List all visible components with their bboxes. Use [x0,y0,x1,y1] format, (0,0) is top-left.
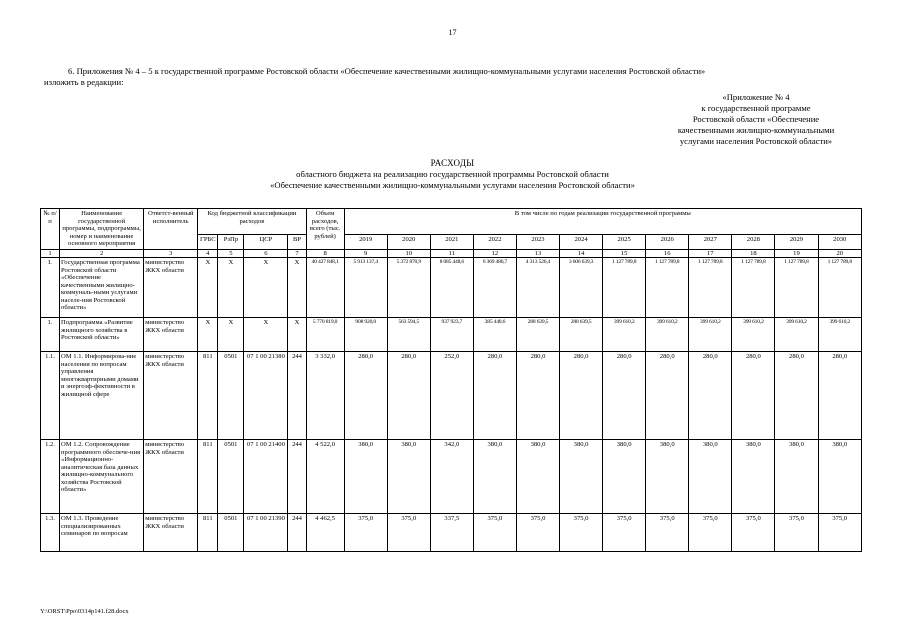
row-year-value-cell: 280,0 [603,352,646,440]
row-total-cell: 4 522,0 [306,440,344,514]
column-number-cell: 7 [288,249,306,258]
row-year-value-cell: 385 440,6 [473,318,516,352]
row-year-value-cell: 8 085 448,6 [430,258,473,318]
row-year-value-cell: 3 606 639,3 [560,258,603,318]
row-name-cell: Подпрограмма «Развитие жилищного хозяйства в Ростовской области» [60,318,144,352]
header-year: 2025 [603,234,646,249]
row-year-value-cell: 375,0 [344,514,387,552]
row-year-value-cell: 280,0 [646,352,689,440]
appendix-heading [651,92,861,147]
row-num-cell: I. [41,258,60,318]
column-number-cell: 4 [198,249,218,258]
row-name-cell: Государственная программа Ростовской области «Обеспечение качественными жилищно-коммуналь-ными услугами населе-ния Ростовской области» [60,258,144,318]
row-year-value-cell: 4 313 526,4 [516,258,559,318]
row-year-value-cell: 380,0 [560,440,603,514]
row-num-cell: 1.2. [41,440,60,514]
row-executor-cell: министерство ЖКХ области [144,514,198,552]
row-rzpr-cell: X [218,318,244,352]
row-year-value-cell: 375,0 [818,514,862,552]
column-number-cell: 11 [430,249,473,258]
header-years-group: В том числе по годам реализации государственной программы [344,209,861,235]
header-csr: ЦСР [244,234,288,249]
row-vr-cell: X [288,258,306,318]
row-year-value-cell: 380,0 [473,440,516,514]
appendix-line: услугами населения Ростовской области» [679,136,833,146]
column-number-cell: 9 [344,249,387,258]
row-year-value-cell: 280,0 [689,352,732,440]
column-number-row [41,249,862,258]
column-number-cell: 13 [516,249,559,258]
row-year-value-cell: 280,0 [344,352,387,440]
row-year-value-cell: 380,0 [387,440,430,514]
table-row [41,352,862,440]
row-csr-cell: 07 1 00 21380 [244,352,288,440]
row-rzpr-cell: 0501 [218,440,244,514]
table-row [41,514,862,552]
expenses-table [40,208,862,552]
row-year-value-cell: 380,0 [516,440,559,514]
row-csr-cell: X [244,258,288,318]
row-executor-cell: министерство ЖКХ области [144,440,198,514]
row-total-cell: 40 427 848,1 [306,258,344,318]
row-year-value-cell: 375,0 [646,514,689,552]
row-grbs-cell: 811 [198,514,218,552]
document-title [0,158,905,191]
row-year-value-cell: 375,0 [516,514,559,552]
title-line-1: РАСХОДЫ [430,158,475,168]
row-vr-cell: 244 [288,440,306,514]
column-number-cell: 2 [60,249,144,258]
row-num-cell: 1.1. [41,352,60,440]
row-year-value-cell: 280,0 [818,352,862,440]
header-year: 2028 [732,234,775,249]
column-number-cell: 17 [689,249,732,258]
row-year-value-cell: 252,0 [430,352,473,440]
row-grbs-cell: 811 [198,352,218,440]
row-vr-cell: 244 [288,352,306,440]
row-name-cell: ОМ 1.1. Информирова-ние населения по вопросам управления многоквартирными домами и энергоэф-фективности в жилищной сфере [60,352,144,440]
row-executor-cell: министерство ЖКХ области [144,258,198,318]
column-number-cell: 8 [306,249,344,258]
intro-line-1: 6. Приложения № 4 – 5 к государственной программе Ростовской области «Обеспечение качественными жилищно-коммунальными услугами населения Ростовской области» [68,66,706,76]
header-year: 2022 [473,234,516,249]
page-number: 17 [448,28,457,37]
row-year-value-cell: 1 127 789,8 [646,258,689,318]
row-total-cell: 3 332,0 [306,352,344,440]
row-year-value-cell: 1 127 789,8 [603,258,646,318]
appendix-line: к государственной программе [701,103,811,113]
column-number-cell: 18 [732,249,775,258]
row-grbs-cell: 811 [198,440,218,514]
row-year-value-cell: 288 639,5 [560,318,603,352]
row-year-value-cell: 5 372 870,9 [387,258,430,318]
column-number-cell: 12 [473,249,516,258]
row-year-value-cell: 563 594,5 [387,318,430,352]
row-rzpr-cell: 0501 [218,514,244,552]
row-executor-cell: министерство ЖКХ области [144,352,198,440]
column-number-cell: 15 [603,249,646,258]
header-year: 2029 [775,234,818,249]
row-csr-cell: 07 1 00 21390 [244,514,288,552]
row-year-value-cell: 337,5 [430,514,473,552]
row-year-value-cell: 399 610,2 [818,318,862,352]
header-year: 2020 [387,234,430,249]
row-year-value-cell: 375,0 [387,514,430,552]
intro-paragraph [44,66,864,88]
header-year: 2023 [516,234,559,249]
row-year-value-cell: 1 127 789,8 [775,258,818,318]
column-number-cell: 14 [560,249,603,258]
header-year: 2027 [689,234,732,249]
row-year-value-cell: 280,0 [473,352,516,440]
header-year: 2021 [430,234,473,249]
column-number-cell: 5 [218,249,244,258]
column-number-cell: 19 [775,249,818,258]
row-total-cell: 4 462,5 [306,514,344,552]
row-csr-cell: X [244,318,288,352]
row-year-value-cell: 380,0 [775,440,818,514]
appendix-line: Ростовской области «Обеспечение [692,114,820,124]
intro-line-2: изложить в редакции: [44,77,124,87]
row-year-value-cell: 399 610,2 [603,318,646,352]
row-year-value-cell: 375,0 [560,514,603,552]
row-year-value-cell: 1 127 789,8 [818,258,862,318]
header-row-1 [41,209,862,235]
header-year: 2019 [344,234,387,249]
row-year-value-cell: 6 369 486,7 [473,258,516,318]
header-rzpr: РзПр [218,234,244,249]
header-executor: Ответст-венный исполнитель [144,209,198,250]
footer-file-path: Y:\ORST\Ppo\0314p141.f28.docx [40,608,129,615]
header-grbs: ГРБС [198,234,218,249]
row-year-value-cell: 342,0 [430,440,473,514]
row-year-value-cell: 288 639,5 [516,318,559,352]
row-year-value-cell: 5 913 137,4 [344,258,387,318]
appendix-line: качественными жилищно-коммунальными [677,125,835,135]
row-year-value-cell: 380,0 [344,440,387,514]
column-number-cell: 1 [41,249,60,258]
row-year-value-cell: 280,0 [775,352,818,440]
column-number-cell: 10 [387,249,430,258]
row-year-value-cell: 937 923,7 [430,318,473,352]
row-year-value-cell: 280,0 [387,352,430,440]
title-line-3: «Обеспечение качественными жилищно-коммунальными услугами населения Ростовской области» [270,180,635,190]
row-year-value-cell: 380,0 [603,440,646,514]
title-line-2: областного бюджета на реализацию государственной программы Ростовской области [296,169,609,179]
appendix-line: «Приложение № 4 [722,92,790,102]
column-number-cell: 16 [646,249,689,258]
header-vr: ВР [288,234,306,249]
row-name-cell: ОМ 1.2. Сопровождение программного обеспече-ния «Информационно-аналитическая база данных жилищно-коммунального хозяйства Ростовской области» [60,440,144,514]
header-volume: Объем расходов, всего (тыс. рублей) [306,209,344,250]
column-number-cell: 20 [818,249,862,258]
row-year-value-cell: 380,0 [818,440,862,514]
header-num: № п/п [41,209,60,250]
row-year-value-cell: 1 127 789,8 [732,258,775,318]
row-year-value-cell: 908 920,0 [344,318,387,352]
row-year-value-cell: 280,0 [516,352,559,440]
column-number-cell: 6 [244,249,288,258]
row-year-value-cell: 280,0 [732,352,775,440]
row-vr-cell: 244 [288,514,306,552]
column-number-cell: 3 [144,249,198,258]
row-grbs-cell: X [198,318,218,352]
row-rzpr-cell: X [218,258,244,318]
header-year: 2024 [560,234,603,249]
row-year-value-cell: 375,0 [473,514,516,552]
header-code-group: Код бюджетной классификации расходов [198,209,306,235]
row-year-value-cell: 380,0 [732,440,775,514]
row-vr-cell: X [288,318,306,352]
table-row [41,258,862,318]
row-num-cell: 1. [41,318,60,352]
row-executor-cell: министерство ЖКХ области [144,318,198,352]
row-year-value-cell: 375,0 [603,514,646,552]
row-num-cell: 1.3. [41,514,60,552]
row-year-value-cell: 280,0 [560,352,603,440]
row-year-value-cell: 399 610,2 [732,318,775,352]
header-year: 2030 [818,234,862,249]
row-year-value-cell: 375,0 [689,514,732,552]
row-year-value-cell: 399 610,2 [689,318,732,352]
row-name-cell: ОМ 1.3. Проведение специализированных семинаров по вопросам [60,514,144,552]
row-rzpr-cell: 0501 [218,352,244,440]
row-total-cell: 5 770 819,0 [306,318,344,352]
row-year-value-cell: 375,0 [732,514,775,552]
table-body [41,249,862,552]
header-name: Наименование государственной программы, подпрограммы, номер и наименование основного мероприятия [60,209,144,250]
row-year-value-cell: 1 127 789,8 [689,258,732,318]
row-year-value-cell: 399 610,2 [646,318,689,352]
row-year-value-cell: 380,0 [646,440,689,514]
table-row [41,318,862,352]
row-csr-cell: 07 1 00 21400 [244,440,288,514]
row-year-value-cell: 399 610,2 [775,318,818,352]
row-grbs-cell: X [198,258,218,318]
row-year-value-cell: 375,0 [775,514,818,552]
header-year: 2026 [646,234,689,249]
table-row [41,440,862,514]
row-year-value-cell: 380,0 [689,440,732,514]
